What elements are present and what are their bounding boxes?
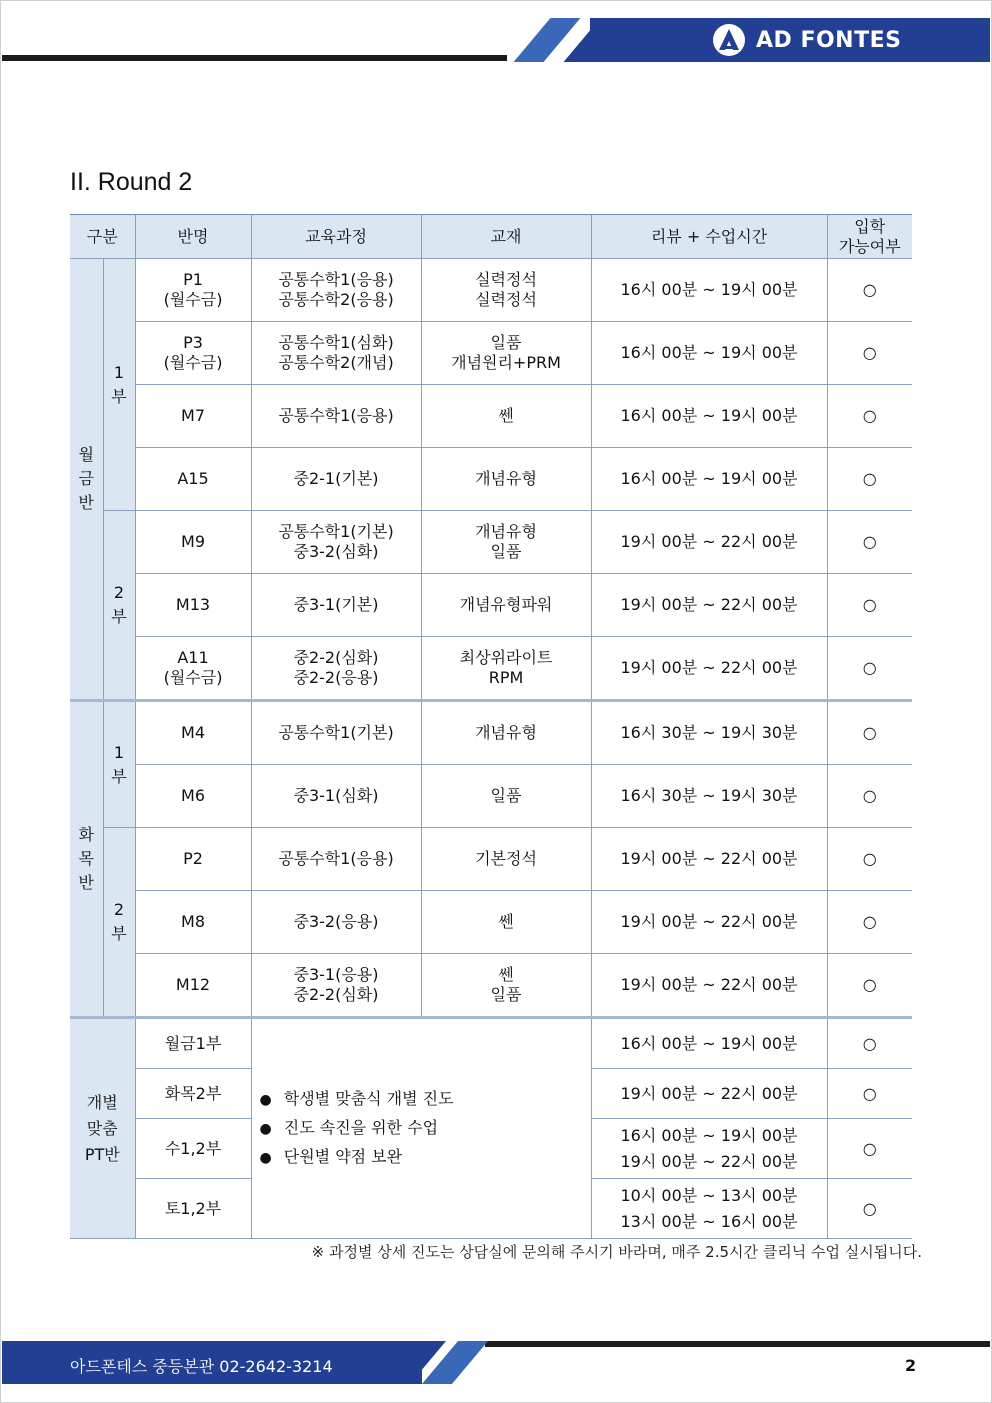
table-row: [70, 511, 912, 574]
group-tue-thu: 화목반: [70, 701, 103, 1018]
course: 중2-1(기본): [251, 448, 421, 511]
class-time: 16시 00분 ~ 19시 00분: [591, 385, 827, 448]
page-title: II. Round 2: [70, 168, 193, 196]
availability: ○: [827, 954, 912, 1018]
footnote: ※ 과정별 상세 진도는 상담실에 문의해 주시기 바라며, 매주 2.5시간 클리닉 수업 실시됩니다.: [311, 1243, 922, 1261]
availability: ○: [827, 259, 912, 322]
availability: ○: [827, 385, 912, 448]
textbook: 쎈: [421, 385, 591, 448]
session-1: 1부: [103, 259, 135, 511]
textbook: 기본정석: [421, 828, 591, 891]
class-time: 19시 00분 ~ 22시 00분: [591, 891, 827, 954]
class-time: 19시 00분 ~ 22시 00분: [591, 954, 827, 1018]
course: 중3-1(심화): [251, 765, 421, 828]
class-name: M6: [135, 765, 251, 828]
textbook: 개념유형: [421, 448, 591, 511]
class-name: M13: [135, 574, 251, 637]
table-row: [70, 385, 912, 448]
table-row: [70, 701, 912, 765]
triangle-a-logo-icon: [712, 23, 746, 57]
class-time: 16시 30분 ~ 19시 30분: [591, 701, 827, 765]
table-header-row: [70, 215, 912, 259]
course: 중3-2(응용): [251, 891, 421, 954]
class-name: P3 (월수금): [135, 322, 251, 385]
table-row: [70, 259, 912, 322]
session-2: 2부: [103, 828, 135, 1018]
group-mon-fri: 월금반: [70, 259, 103, 701]
header-class: 반명: [135, 215, 251, 259]
table-row: [70, 954, 912, 1018]
table-row: [70, 765, 912, 828]
availability: ○: [827, 701, 912, 765]
availability: ○: [827, 1119, 912, 1179]
availability: ○: [827, 574, 912, 637]
availability: ○: [827, 448, 912, 511]
class-name: M8: [135, 891, 251, 954]
class-time: 19시 00분 ~ 22시 00분: [591, 1069, 827, 1119]
class-name: M4: [135, 701, 251, 765]
group-personal-pt: 개별 맞춤 PT반: [70, 1018, 135, 1239]
availability: ○: [827, 828, 912, 891]
course: 공통수학1(기본) 중3-2(심화): [251, 511, 421, 574]
header-admission-line1: 입학: [854, 216, 886, 236]
table-row: [70, 448, 912, 511]
class-name: 수1,2부: [135, 1119, 251, 1179]
availability: ○: [827, 511, 912, 574]
page-number: 2: [905, 1356, 917, 1375]
course: 중2-2(심화) 중2-2(응용): [251, 637, 421, 701]
class-time: 10시 00분 ~ 13시 00분 13시 00분 ~ 16시 00분: [591, 1179, 827, 1239]
class-name: A11 (월수금): [135, 637, 251, 701]
list-item: ● 진도 속진을 위한 수업: [260, 1114, 591, 1143]
class-time: 16시 00분 ~ 19시 00분: [591, 1018, 827, 1069]
class-time: 16시 00분 ~ 19시 00분: [591, 448, 827, 511]
textbook: 쎈: [421, 891, 591, 954]
course: 중3-1(응용) 중2-2(심화): [251, 954, 421, 1018]
textbook: 쎈 일품: [421, 954, 591, 1018]
class-name: 월금1부: [135, 1018, 251, 1069]
footer-contact: 아드폰테스 중등본관 02-2642-3214: [70, 1357, 333, 1376]
textbook: 개념유형 일품: [421, 511, 591, 574]
textbook: 일품 개념원리+PRM: [421, 322, 591, 385]
class-name: M9: [135, 511, 251, 574]
class-name: 토1,2부: [135, 1179, 251, 1239]
footer-rule: [485, 1341, 990, 1347]
class-time: 16시 30분 ~ 19시 30분: [591, 765, 827, 828]
header-course: 교육과정: [251, 215, 421, 259]
course: 공통수학1(심화) 공통수학2(개념): [251, 322, 421, 385]
header-admission: [827, 215, 912, 259]
list-item: ● 단원별 약점 보완: [260, 1143, 591, 1172]
table-row: [70, 574, 912, 637]
availability: ○: [827, 1069, 912, 1119]
availability: ○: [827, 1018, 912, 1069]
class-time: 16시 00분 ~ 19시 00분: [591, 322, 827, 385]
list-item: ● 학생별 맞춤식 개별 진도: [260, 1085, 591, 1114]
availability: ○: [827, 322, 912, 385]
availability: ○: [827, 637, 912, 701]
availability: ○: [827, 1179, 912, 1239]
class-name: A15: [135, 448, 251, 511]
textbook: 최상위라이트 RPM: [421, 637, 591, 701]
table-row: [70, 1018, 912, 1069]
class-time: 19시 00분 ~ 22시 00분: [591, 511, 827, 574]
header-textbook: 교재: [421, 215, 591, 259]
table-row: [70, 891, 912, 954]
header-group: 구분: [70, 215, 135, 259]
table-row: [70, 828, 912, 891]
class-time: 16시 00분 ~ 19시 00분: [591, 259, 827, 322]
brand-logo: [712, 22, 901, 58]
class-time: 19시 00분 ~ 22시 00분: [591, 828, 827, 891]
course: 공통수학1(기본): [251, 701, 421, 765]
availability: ○: [827, 891, 912, 954]
header-time: 리뷰 + 수업시간: [591, 215, 827, 259]
course: 중3-1(기본): [251, 574, 421, 637]
table-row: [70, 637, 912, 701]
class-name: P2: [135, 828, 251, 891]
class-name: P1 (월수금): [135, 259, 251, 322]
session-1: 1부: [103, 701, 135, 828]
schedule-table: [70, 214, 912, 1239]
textbook: 개념유형: [421, 701, 591, 765]
session-2: 2부: [103, 511, 135, 701]
class-name: M12: [135, 954, 251, 1018]
header-admission-line2: 가능여부: [838, 236, 901, 256]
textbook: 일품: [421, 765, 591, 828]
table-row: [70, 322, 912, 385]
pt-description: [251, 1018, 591, 1239]
class-time: 19시 00분 ~ 22시 00분: [591, 574, 827, 637]
textbook: 개념유형파워: [421, 574, 591, 637]
course: 공통수학1(응용): [251, 828, 421, 891]
class-name: M7: [135, 385, 251, 448]
availability: ○: [827, 765, 912, 828]
brand-name: AD FONTES: [756, 27, 902, 53]
textbook: 실력정석 실력정석: [421, 259, 591, 322]
course: 공통수학1(응용): [251, 385, 421, 448]
header-rule: [2, 55, 507, 61]
class-time: 16시 00분 ~ 19시 00분 19시 00분 ~ 22시 00분: [591, 1119, 827, 1179]
course: 공통수학1(응용) 공통수학2(응용): [251, 259, 421, 322]
class-name: 화목2부: [135, 1069, 251, 1119]
class-time: 19시 00분 ~ 22시 00분: [591, 637, 827, 701]
